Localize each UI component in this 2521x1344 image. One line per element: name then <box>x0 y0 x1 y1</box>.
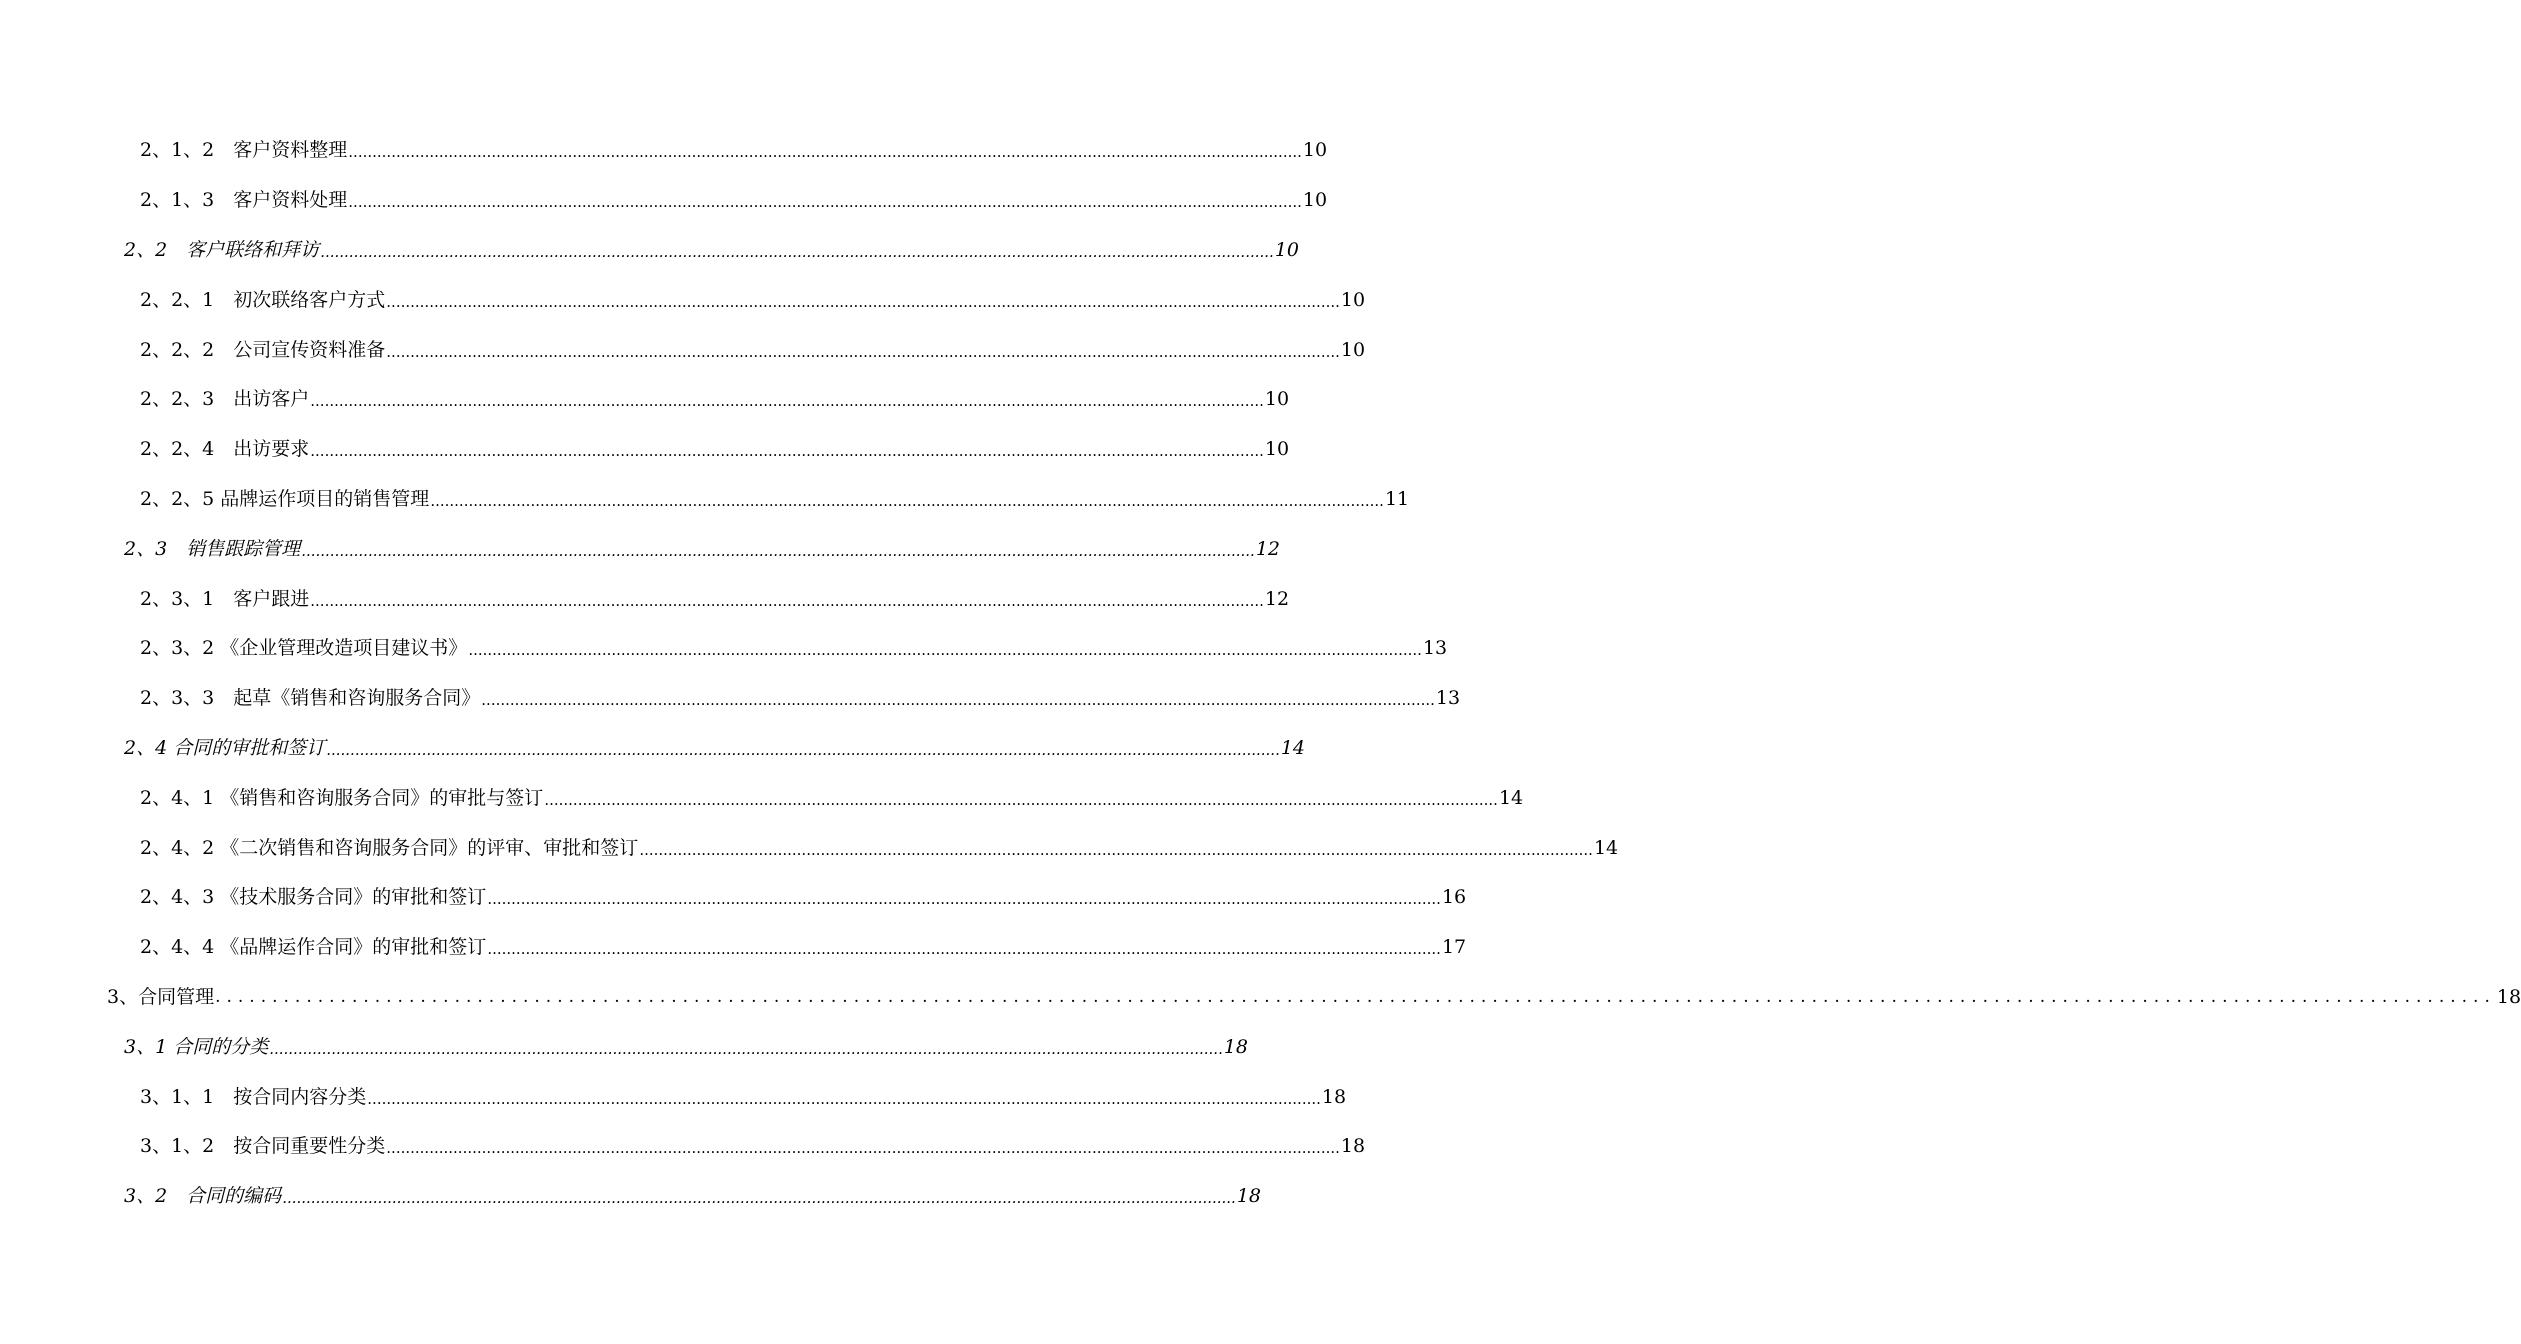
toc-entry[interactable] <box>0 1072 1347 1122</box>
toc-page-number: 10 <box>1302 139 1328 162</box>
toc-entry[interactable] <box>0 1172 1261 1222</box>
toc-page-number: 18 <box>1340 1135 1366 1158</box>
toc-dot-leader: ........................................................................................................................................................................................................ <box>348 193 1302 212</box>
toc-entry-title: 3、1 合同的分类 <box>124 1035 269 1058</box>
toc-entry-title: 2、2 客户联络和拜访 <box>124 238 320 261</box>
toc-dot-leader: ........................................................................................................................................................................................................ <box>326 740 1280 759</box>
toc-entry[interactable] <box>0 773 1524 823</box>
toc-entry[interactable] <box>0 1122 1366 1172</box>
toc-dot-leader: ........................................................................................................................................................................................................ <box>430 491 1384 510</box>
toc-page-number: 18 <box>2496 985 2521 1008</box>
toc-entry-title: 2、3、3 起草《销售和咨询服务合同》 <box>140 687 481 710</box>
toc-entry-title: 3、合同管理 <box>107 985 215 1008</box>
toc-entry-title: 2、2、4 出访要求 <box>140 438 310 461</box>
toc-page-number: 12 <box>1255 537 1280 560</box>
toc-entry[interactable] <box>0 574 1290 624</box>
table-of-contents <box>0 126 2521 1222</box>
toc-dot-leader: ........................................................................................................................................................................................................ <box>639 840 1593 859</box>
toc-entry-title: 2、4、4 《品牌运作合同》的审批和签订 <box>140 936 487 959</box>
toc-page-number: 10 <box>1264 388 1290 411</box>
toc-dot-leader: ........................................................................................................................................................................................................ <box>310 442 1264 461</box>
toc-dot-leader: ........................................................................................................................................................................................................ <box>348 143 1302 162</box>
toc-entry[interactable] <box>0 624 1448 674</box>
toc-entry-title: 2、3 销售跟踪管理 <box>124 537 301 560</box>
toc-entry[interactable] <box>0 176 1328 226</box>
toc-dot-leader: ........................................................................................................................................................................................................ <box>301 541 1255 560</box>
toc-page-number: 12 <box>1264 587 1290 610</box>
toc-entry[interactable] <box>0 674 1461 724</box>
toc-entry-title: 3、1、2 按合同重要性分类 <box>140 1135 386 1158</box>
toc-page-number: 18 <box>1223 1035 1249 1058</box>
toc-entry-title: 2、3、1 客户跟进 <box>140 587 310 610</box>
toc-entry[interactable] <box>0 923 1467 973</box>
toc-entry[interactable] <box>0 873 1467 923</box>
toc-entry[interactable] <box>0 475 1410 525</box>
toc-entry[interactable] <box>0 823 1619 873</box>
toc-entry-title: 2、2、2 公司宣传资料准备 <box>140 338 386 361</box>
toc-dot-leader: ........................................................................................................................................................................................................ <box>269 1039 1223 1058</box>
toc-page-number: 10 <box>1340 338 1366 361</box>
toc-entry-title: 2、2、3 出访客户 <box>140 388 310 411</box>
toc-entry-title: 2、1、3 客户资料处理 <box>140 189 348 212</box>
toc-entry[interactable] <box>0 226 1299 276</box>
toc-entry-title: 2、4 合同的审批和签订 <box>124 736 326 759</box>
toc-entry[interactable] <box>0 325 1366 375</box>
toc-dot-leader: ........................................................................................................................................................................................................ <box>310 392 1264 411</box>
toc-page-number: 18 <box>1321 1085 1347 1108</box>
toc-entry-title: 2、1、2 客户资料整理 <box>140 139 348 162</box>
toc-dot-leader: ........................................................................................................................................................................................................ <box>386 1139 1340 1158</box>
toc-dot-leader: ........................................................................................................................................................................................................ <box>215 986 2496 1007</box>
toc-page-number: 17 <box>1441 936 1467 959</box>
toc-entry-title: 2、4、1 《销售和咨询服务合同》的审批与签订 <box>140 786 544 809</box>
toc-dot-leader: ........................................................................................................................................................................................................ <box>386 292 1340 311</box>
toc-page-number: 18 <box>1236 1185 1261 1208</box>
toc-entry-title: 2、4、2 《二次销售和咨询服务合同》的评审、审批和签订 <box>140 836 639 859</box>
toc-dot-leader: ........................................................................................................................................................................................................ <box>487 890 1441 909</box>
toc-page-number: 10 <box>1264 438 1290 461</box>
toc-dot-leader: ........................................................................................................................................................................................................ <box>282 1189 1236 1208</box>
toc-page-number: 16 <box>1441 886 1467 909</box>
toc-dot-leader: ........................................................................................................................................................................................................ <box>487 940 1441 959</box>
toc-entry-title: 2、2、1 初次联络客户方式 <box>140 288 386 311</box>
toc-entry[interactable] <box>0 425 1290 475</box>
toc-entry-title: 2、3、2 《企业管理改造项目建议书》 <box>140 637 468 660</box>
toc-page-number: 13 <box>1435 687 1461 710</box>
toc-page-number: 10 <box>1340 288 1366 311</box>
toc-page-number: 14 <box>1280 736 1306 759</box>
toc-entry-title: 3、2 合同的编码 <box>124 1185 282 1208</box>
toc-entry-title: 2、4、3 《技术服务合同》的审批和签订 <box>140 886 487 909</box>
toc-dot-leader: ........................................................................................................................................................................................................ <box>468 641 1422 660</box>
toc-page-number: 10 <box>1274 238 1299 261</box>
toc-entry[interactable] <box>0 1022 1249 1072</box>
toc-page-number: 14 <box>1498 786 1524 809</box>
toc-page-number: 13 <box>1422 637 1448 660</box>
toc-dot-leader: ........................................................................................................................................................................................................ <box>544 790 1498 809</box>
toc-entry[interactable] <box>0 275 1366 325</box>
toc-dot-leader: ........................................................................................................................................................................................................ <box>310 591 1264 610</box>
toc-entry-title: 3、1、1 按合同内容分类 <box>140 1085 367 1108</box>
toc-dot-leader: ........................................................................................................................................................................................................ <box>386 342 1340 361</box>
toc-entry[interactable] <box>0 375 1290 425</box>
toc-entry[interactable] <box>0 524 1280 574</box>
toc-entry[interactable] <box>0 724 1306 774</box>
toc-page-number: 14 <box>1593 836 1619 859</box>
toc-dot-leader: ........................................................................................................................................................................................................ <box>367 1089 1321 1108</box>
toc-page-number: 10 <box>1302 189 1328 212</box>
toc-entry[interactable] <box>0 973 2521 1023</box>
toc-dot-leader: ........................................................................................................................................................................................................ <box>320 242 1274 261</box>
toc-entry-title: 2、2、5 品牌运作项目的销售管理 <box>140 487 430 510</box>
toc-page-number: 11 <box>1384 487 1410 510</box>
toc-entry[interactable] <box>0 126 1328 176</box>
toc-dot-leader: ........................................................................................................................................................................................................ <box>481 691 1435 710</box>
